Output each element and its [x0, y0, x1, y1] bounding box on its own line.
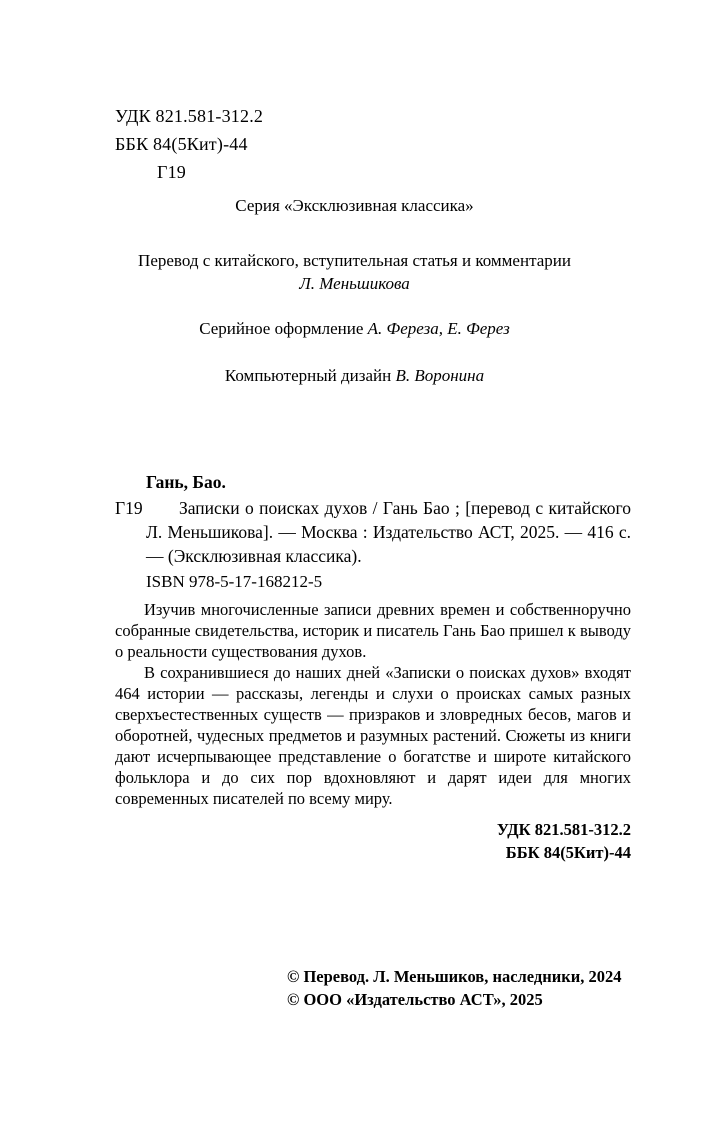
entry-code: Г19	[115, 498, 143, 518]
author-heading: Гань, Бао.	[146, 472, 226, 492]
bbk-top-text: ББК 84(5Кит)-44	[115, 134, 248, 154]
series-design-names: А. Фереза, Е. Ферез	[367, 319, 510, 338]
copyright-block	[287, 965, 622, 1011]
annotation-paragraph: В сохранившиеся до наших дней «Записки о поисках духов» входят 464 истории — рассказы, легенды и слухи о происках самых разных сверхъестественных существ — призраков и зловредных бесов, магов и оборотней, чудесных предметов и разумных растений. Сюжеты из книги дают исчерпывающее представление о богатстве и широте китайского фольклора и до сих пор вдохновляют и дарят идеи для многих современных писателей по всему миру.	[115, 663, 631, 808]
top-codes-block	[115, 102, 263, 186]
computer-design-label: Компьютерный дизайн	[224, 366, 392, 385]
isbn-line: ISBN 978-5-17-168212-5	[146, 572, 323, 591]
series-design-label: Серийное оформление	[199, 319, 364, 338]
catalog-block	[115, 470, 631, 864]
copyright-line-translation: © Перевод. Л. Меньшиков, наследники, 2024	[287, 967, 622, 986]
series-design-line	[0, 319, 709, 339]
codes-bottom-block	[115, 818, 631, 864]
computer-design-line	[0, 366, 709, 386]
bbk-bottom-text: ББК 84(5Кит)-44	[505, 843, 631, 862]
translation-credit-block	[0, 249, 709, 295]
bibliographic-description: Записки о поисках духов / Гань Бао ; [перевод с китайского Л. Меньшикова]. — Москва : Издательство АСТ, 2025. — 416 с. — (Эксклюзивная классика).	[146, 498, 631, 566]
copyright-line-publisher: © ООО «Издательство АСТ», 2025	[287, 990, 543, 1009]
computer-design-name: В. Воронина	[395, 366, 485, 385]
translator-name: Л. Меньшикова	[299, 274, 410, 293]
catalog-entry	[115, 496, 631, 568]
annotation-paragraph: Изучив многочисленные записи древних времен и собственноручно собранные свидетельства, историк и писатель Гань Бао пришел к выводу о реальности существования духов.	[115, 600, 631, 661]
udk-top-text: УДК 821.581-312.2	[115, 106, 264, 126]
series-title: Серия «Эксклюзивная классика»	[235, 196, 474, 215]
translation-credit-line: Перевод с китайского, вступительная статья и комментарии	[138, 251, 571, 270]
author-code-top: Г19	[157, 162, 187, 182]
udk-bottom-text: УДК 821.581-312.2	[496, 820, 631, 839]
